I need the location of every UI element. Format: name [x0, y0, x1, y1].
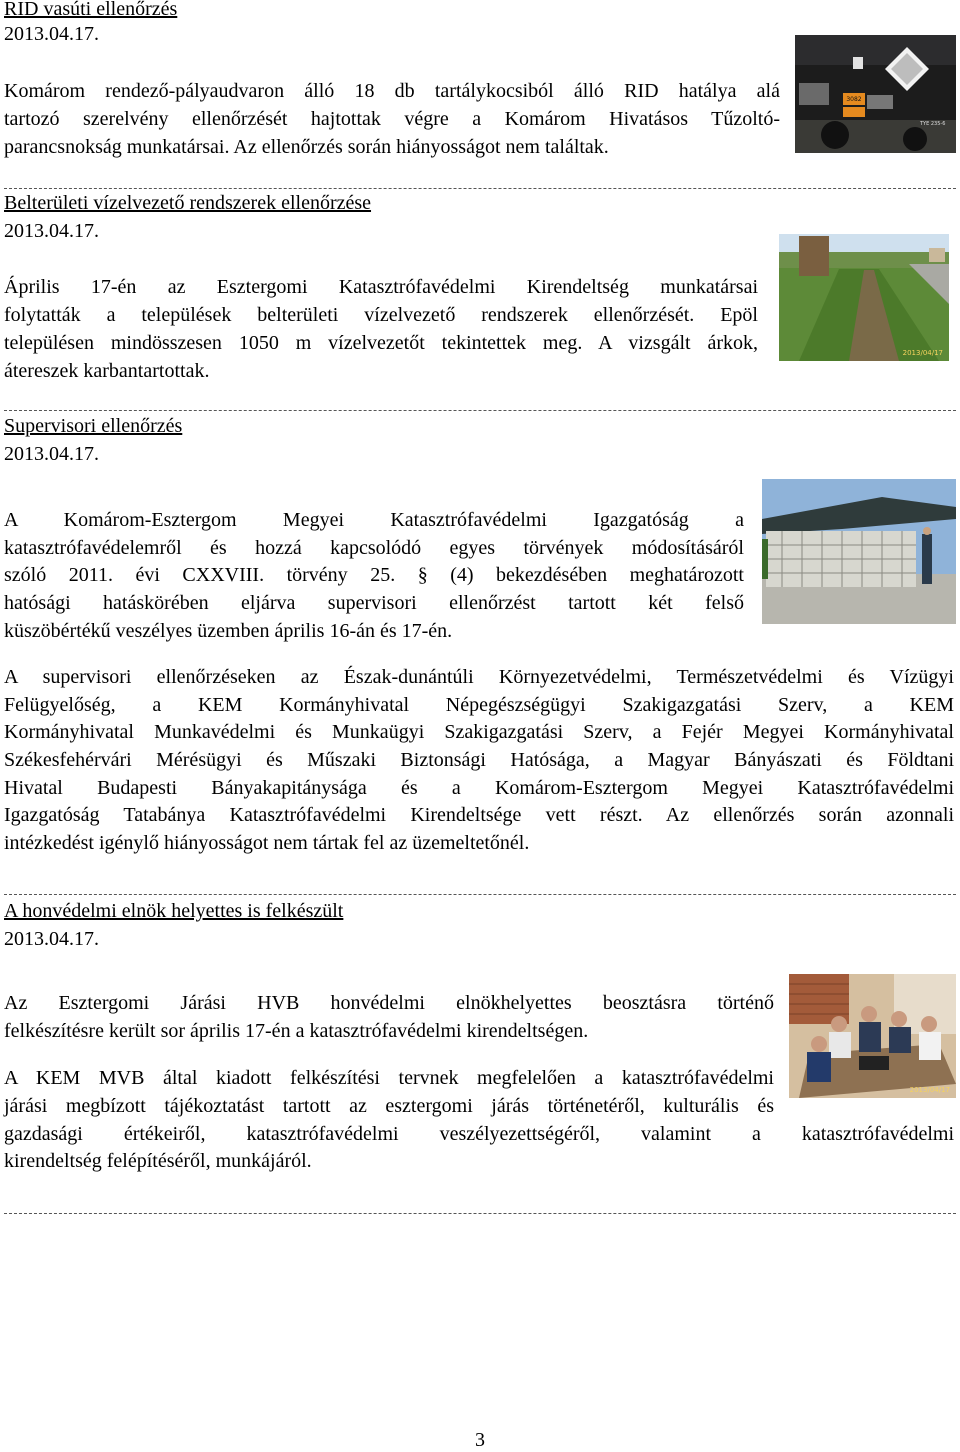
- un-number-label: 3082: [846, 96, 862, 103]
- paragraph-line: Székesfehérvári Mérésügyi és Műszaki Biztonsági Hatósága, a Magyar Bányászati és Földtani: [4, 749, 954, 771]
- paragraph-line: hatósági hatáskörében eljárva supervisori ellenőrzést tartott két felső: [4, 592, 744, 614]
- paragraph-line: Az Esztergomi Járási HVB honvédelmi elnökhelyettes beosztásra történő: [4, 992, 774, 1014]
- paragraph-line: szóló 2011. évi CXXVIII. törvény 25. § (4) bekezdésében meghatározott: [4, 564, 744, 586]
- paragraph-line: gazdasági értékeiről, katasztrófavédelmi veszélyezettségéről, valamint a katasztrófavédelmi: [4, 1123, 954, 1145]
- paragraph-line: kirendeltség felépítéséről, munkájáról.: [4, 1150, 312, 1172]
- section-date: 2013.04.17.: [4, 443, 99, 465]
- section-date: 2013.04.17.: [4, 928, 99, 950]
- section-title-defense: A honvédelmi elnök helyettes is felkészült: [4, 900, 344, 922]
- paragraph-line: Kormányhivatal Munkavédelmi és Munkaügyi Szakigazgatási Szerv, a Fejér Megyei Kormányhivatal: [4, 721, 954, 743]
- paragraph-line: átereszek karbantartottak.: [4, 360, 210, 382]
- paragraph-line: A KEM MVB által kiadott felkészítési tervnek megfelelően a katasztrófavédelmi: [4, 1067, 774, 1089]
- section-title-drainage: Belterületi vízelvezető rendszerek ellenőrzése: [4, 192, 372, 214]
- paragraph-line: intézkedést igénylő hiányosságot nem tártak fel az üzemeltetőnél.: [4, 832, 530, 854]
- paragraph-line: járási megbízott tájékoztatást tartott az esztergomi járás történetéről, kulturális és: [4, 1095, 774, 1117]
- tank-wagon-photo: [795, 35, 956, 153]
- section-title-supervisori: Supervisori ellenőrzés: [4, 415, 183, 437]
- page-number: 3: [475, 1429, 485, 1451]
- paragraph-line: A supervisori ellenőrzéseken az Észak-dunántúli Környezetvédelmi, Természetvédelmi és Vízügyi: [4, 666, 954, 688]
- paragraph-line: Felügyelőség, a KEM Kormányhivatal Népegészségügyi Szakigazgatási Szerv, a KEM: [4, 694, 954, 716]
- section-date: 2013.04.17.: [4, 23, 99, 45]
- storage-shed-photo: [762, 479, 956, 624]
- section-divider: [4, 188, 956, 189]
- paragraph-line: felkészítésre került sor április 17-én a katasztrófavédelmi kirendeltségen.: [4, 1020, 589, 1042]
- paragraph-line: küszöbértékű veszélyes üzemben április 16-án és 17-én.: [4, 620, 453, 642]
- paragraph-line: parancsnokság munkatársai. Az ellenőrzés során hiányosságot nem találtak.: [4, 136, 609, 158]
- paragraph-line: katasztrófavédelemről és hozzá kapcsolódó egyes törvények módosításáról: [4, 537, 744, 559]
- photo-date-stamp: 2013/04/17: [902, 349, 943, 357]
- section-divider: [4, 410, 956, 411]
- paragraph-line: Április 17-én az Esztergomi Katasztrófavédelmi Kirendeltség munkatársai: [4, 276, 758, 298]
- section-divider: [4, 1213, 956, 1214]
- drainage-ditch-photo: [779, 234, 949, 361]
- section-divider: [4, 894, 956, 895]
- paragraph-line: A Komárom-Esztergom Megyei Katasztrófavédelmi Igazgatóság a: [4, 509, 744, 531]
- paragraph-line: Igazgatóság Tatabánya Katasztrófavédelmi Kirendeltsége vett részt. Az ellenőrzés során azonnali: [4, 804, 954, 826]
- paragraph-line: folytatták a települések belterületi vízelvezető rendszerek ellenőrzését. Epöl: [4, 304, 758, 326]
- wagon-number-label: TYE 235-6: [920, 121, 946, 127]
- section-date: 2013.04.17.: [4, 220, 99, 242]
- photo-date-stamp: 2013/04/17: [909, 1086, 950, 1094]
- paragraph-line: Hivatal Budapesti Bányakapitánysága és a Komárom-Esztergom Megyei Katasztrófavédelmi: [4, 777, 954, 799]
- paragraph-line: tartozó szerelvény ellenőrzését hajtottak végre a Komárom Hivatásos Tűzoltó-: [4, 108, 780, 130]
- paragraph-line: Komárom rendező-pályaudvaron álló 18 db tartálykocsiból álló RID hatálya alá: [4, 80, 780, 102]
- paragraph-line: településen mindösszesen 1050 m vízelvezetőt tekintettek meg. A vizsgált árkok,: [4, 332, 758, 354]
- section-title-rid: RID vasúti ellenőrzés: [4, 0, 178, 20]
- meeting-photo: [789, 974, 956, 1098]
